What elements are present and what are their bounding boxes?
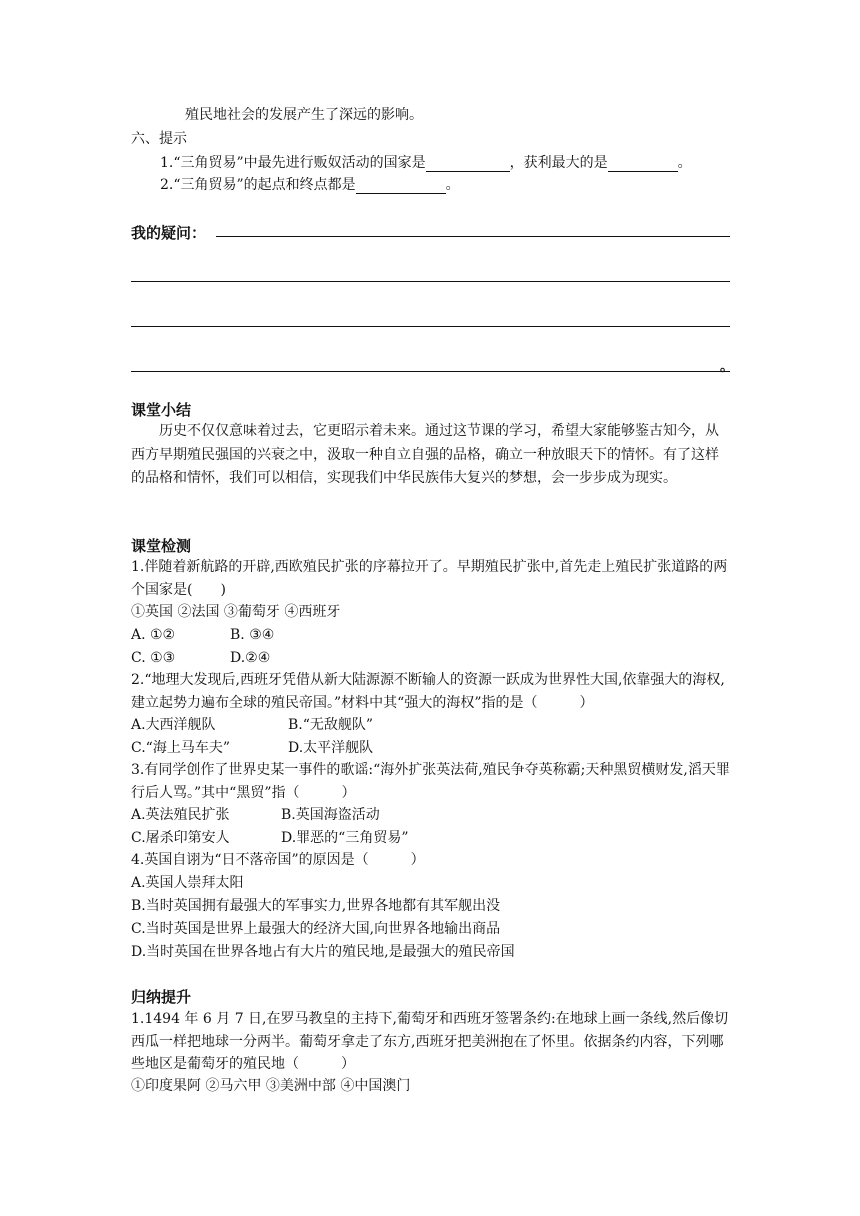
question-line-3[interactable] xyxy=(131,326,730,327)
hint-1-blank-2[interactable] xyxy=(608,156,678,172)
section-six-title: 六、提示 xyxy=(131,131,187,147)
check-q1-option-d[interactable]: D.②④ xyxy=(230,650,271,666)
check-q1-items: ①英国 ②法国 ③葡萄牙 ④西班牙 xyxy=(131,604,341,620)
check-q2-option-b[interactable]: B.“无敌舰队” xyxy=(288,717,374,733)
check-q1-stem: 1.伴随着新航路的开辟,西欧殖民扩张的序幕拉开了。早期殖民扩张中,首先走上殖民扩张道路的两个国家是( ) xyxy=(131,559,728,598)
check-q2-stem: 2.“地理大发现后,西班牙凭借从新大陆源源不断输人的资源一跃成为世界性大国,依靠强大的海权,建立起势力遍布全球的殖民帝国。”材料中其“强大的海权”指的是（ ） xyxy=(131,672,725,711)
hint-1-blank-1[interactable] xyxy=(426,156,510,172)
hint-2-text-b: 。 xyxy=(445,177,460,193)
summary-heading: 课堂小结 xyxy=(131,401,192,419)
check-heading: 课堂检测 xyxy=(131,537,192,555)
check-q4-option-d[interactable]: D.当时英国在世界各地占有大片的殖民地,是最强大的殖民帝国 xyxy=(131,944,515,960)
check-q3-option-c[interactable]: C.屠杀印第安人 xyxy=(131,830,230,846)
check-q3-option-a[interactable]: A.英法殖民扩张 xyxy=(131,807,230,823)
check-q4-option-c[interactable]: C.当时英国是世界上最强大的经济大国,向世界各地输出商品 xyxy=(131,921,501,937)
check-q4-stem: 4.英国自诩为“日不落帝国”的原因是（ ） xyxy=(131,852,425,868)
check-q4-option-b[interactable]: B.当时英国拥有最强大的军事实力,世界各地都有其军舰出没 xyxy=(131,898,501,914)
check-q3-option-d[interactable]: D.罪恶的“三角贸易” xyxy=(281,830,409,846)
continuation-text: 殖民地社会的发展产生了深远的影响。 xyxy=(185,107,423,123)
hint-1-text-c: 。 xyxy=(677,155,692,171)
check-q3-stem: 3.有同学创作了世界史某一事件的歌谣:“海外扩张英法荷,殖民争夺英称霸;天种黑贸横财发,滔天罪行后人骂。”其中“黑贸”指（ ） xyxy=(131,762,730,801)
hint-2-text-a: 2.“三角贸易”的起点和终点都是 xyxy=(160,177,356,193)
hint-2-blank[interactable] xyxy=(356,178,446,194)
hint-1-text-a: 1.“三角贸易”中最先进行贩奴活动的国家是 xyxy=(160,155,426,171)
summary-text: 历史不仅仅意味着过去，它更昭示着未来。通过这节课的学习，希望大家能够鉴古知今，从西方早期殖民强国的兴衰之中，汲取一种自立自强的品格，确立一种放眼天下的情怀。有了这样的品格和情怀，我们可以相信，实现我们中华民族伟大复兴的梦想，会一步步成为现实。 xyxy=(131,423,719,486)
induction-heading: 归纳提升 xyxy=(131,988,192,1006)
question-line-1[interactable] xyxy=(216,236,730,237)
question-line-4[interactable] xyxy=(131,371,730,372)
check-q4-option-a[interactable]: A.英国人崇拜太阳 xyxy=(131,875,244,891)
check-q1-option-a[interactable]: A. ①② xyxy=(131,627,176,643)
check-q3-option-b[interactable]: B.英国海盗活动 xyxy=(281,807,380,823)
hint-1-text-b: ，获利最大的是 xyxy=(509,155,608,171)
questions-end-mark: 。 xyxy=(720,359,734,375)
my-questions-label: 我的疑问： xyxy=(131,224,207,242)
hint-2 xyxy=(160,174,460,194)
check-q2-option-a[interactable]: A.大西洋舰队 xyxy=(131,717,216,733)
check-q1-option-b[interactable]: B. ③④ xyxy=(230,627,275,643)
check-q2-option-d[interactable]: D.太平洋舰队 xyxy=(288,740,374,756)
hint-1 xyxy=(160,152,692,172)
induction-q1-items: ①印度果阿 ②马六甲 ③美洲中部 ④中国澳门 xyxy=(131,1078,411,1094)
question-line-2[interactable] xyxy=(131,281,730,282)
induction-q1-stem: 1.1494 年 6 月 7 日,在罗马教皇的主持下,葡萄牙和西班牙签署条约:在地球上画一条线,然后像切西瓜一样把地球一分两半。葡萄牙拿走了东方,西班牙把美洲抱在了怀里。依据条约内容，下列哪些地区是葡萄牙的殖民地（ ） xyxy=(131,1011,729,1072)
check-q1-option-c[interactable]: C. ①③ xyxy=(131,650,176,666)
check-q2-option-c[interactable]: C.“海上马车夫” xyxy=(131,740,230,756)
